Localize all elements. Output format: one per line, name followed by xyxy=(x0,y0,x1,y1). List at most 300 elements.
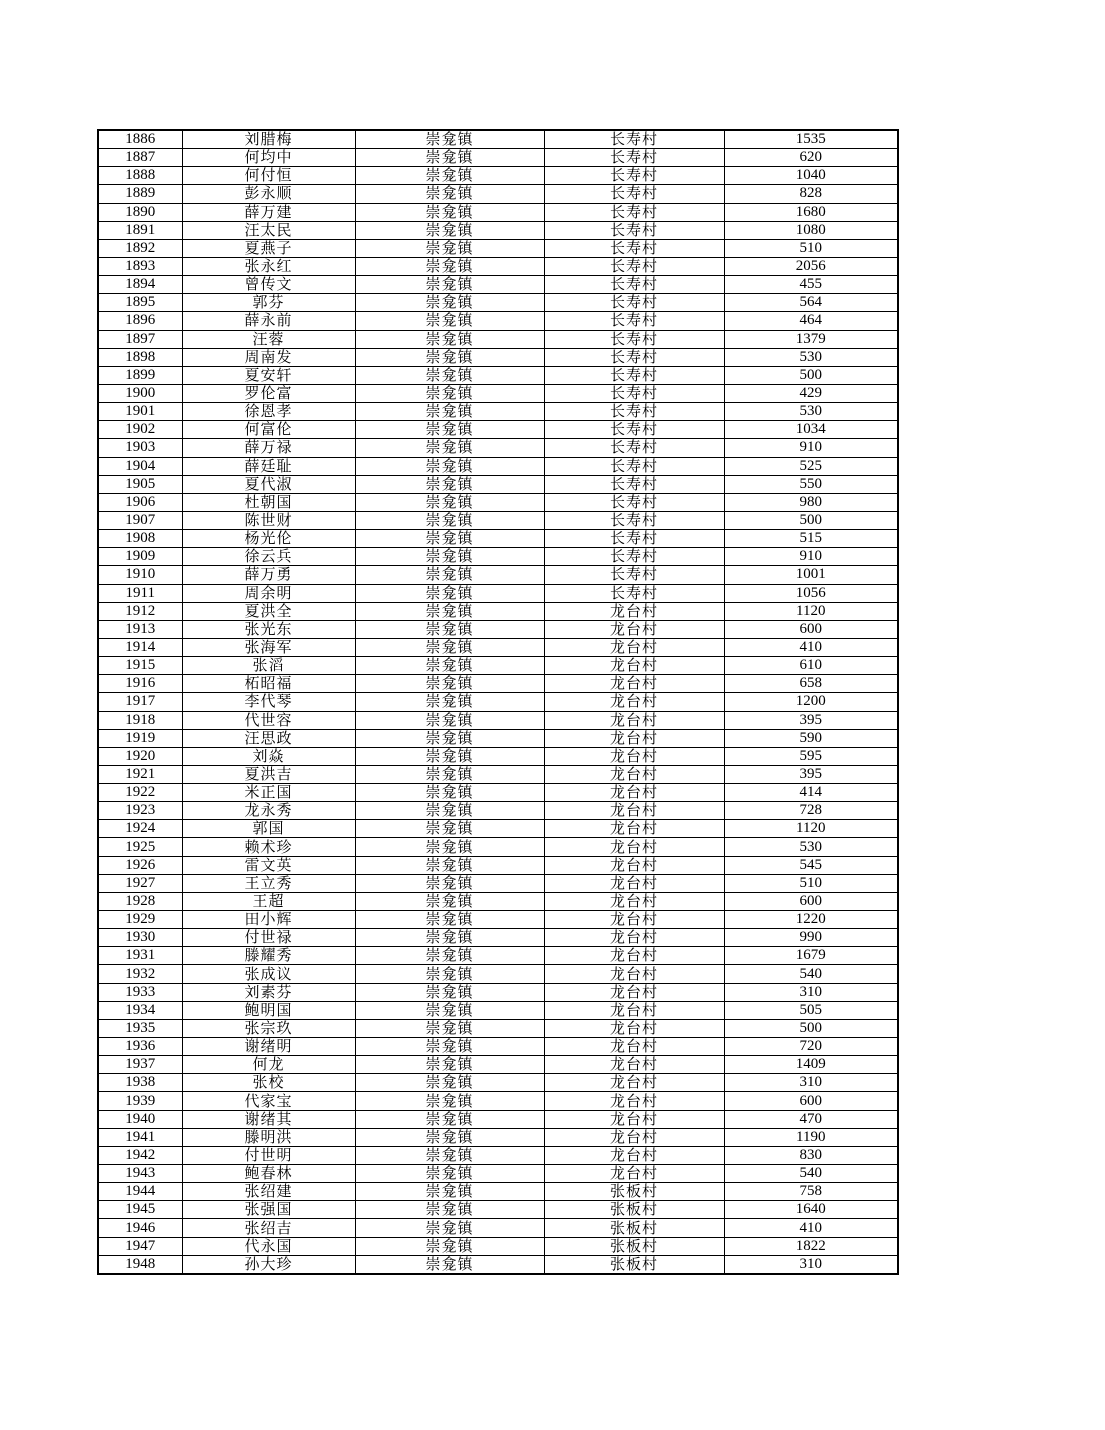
name-cell: 张海军 xyxy=(182,638,355,656)
village-cell: 长寿村 xyxy=(544,239,724,257)
village-cell: 龙台村 xyxy=(544,711,724,729)
village-cell: 龙台村 xyxy=(544,765,724,783)
village-cell: 长寿村 xyxy=(544,421,724,439)
table-row xyxy=(98,421,898,439)
amount-cell: 1200 xyxy=(724,693,898,711)
table-row xyxy=(98,620,898,638)
table-row xyxy=(98,439,898,457)
row-number-cell: 1892 xyxy=(98,239,182,257)
name-cell: 夏洪吉 xyxy=(182,765,355,783)
name-cell: 张校 xyxy=(182,1074,355,1092)
amount-cell: 910 xyxy=(724,439,898,457)
name-cell: 薛万勇 xyxy=(182,566,355,584)
name-cell: 周余明 xyxy=(182,584,355,602)
village-cell: 龙台村 xyxy=(544,1165,724,1183)
table-row xyxy=(98,312,898,330)
village-cell: 张板村 xyxy=(544,1219,724,1237)
amount-cell: 429 xyxy=(724,384,898,402)
table-row xyxy=(98,911,898,929)
name-cell: 代永国 xyxy=(182,1237,355,1255)
amount-cell: 600 xyxy=(724,620,898,638)
table-row xyxy=(98,747,898,765)
town-cell: 崇龛镇 xyxy=(355,693,544,711)
table-body xyxy=(98,130,898,1274)
table-row xyxy=(98,457,898,475)
amount-cell: 1379 xyxy=(724,330,898,348)
row-number-cell: 1905 xyxy=(98,475,182,493)
row-number-cell: 1901 xyxy=(98,403,182,421)
name-cell: 杜朝国 xyxy=(182,493,355,511)
amount-cell: 1190 xyxy=(724,1128,898,1146)
table-row xyxy=(98,838,898,856)
amount-cell: 550 xyxy=(724,475,898,493)
row-number-cell: 1913 xyxy=(98,620,182,638)
village-cell: 龙台村 xyxy=(544,965,724,983)
town-cell: 崇龛镇 xyxy=(355,221,544,239)
town-cell: 崇龛镇 xyxy=(355,892,544,910)
row-number-cell: 1947 xyxy=(98,1237,182,1255)
town-cell: 崇龛镇 xyxy=(355,1092,544,1110)
row-number-cell: 1926 xyxy=(98,856,182,874)
row-number-cell: 1939 xyxy=(98,1092,182,1110)
table-row xyxy=(98,493,898,511)
name-cell: 张成议 xyxy=(182,965,355,983)
name-cell: 汪思政 xyxy=(182,729,355,747)
row-number-cell: 1924 xyxy=(98,820,182,838)
town-cell: 崇龛镇 xyxy=(355,747,544,765)
town-cell: 崇龛镇 xyxy=(355,929,544,947)
village-cell: 长寿村 xyxy=(544,348,724,366)
table-row xyxy=(98,693,898,711)
amount-cell: 540 xyxy=(724,965,898,983)
amount-cell: 758 xyxy=(724,1183,898,1201)
village-cell: 长寿村 xyxy=(544,203,724,221)
village-cell: 龙台村 xyxy=(544,1056,724,1074)
row-number-cell: 1897 xyxy=(98,330,182,348)
amount-cell: 500 xyxy=(724,1019,898,1037)
amount-cell: 1120 xyxy=(724,602,898,620)
town-cell: 崇龛镇 xyxy=(355,675,544,693)
row-number-cell: 1934 xyxy=(98,1001,182,1019)
village-cell: 长寿村 xyxy=(544,511,724,529)
name-cell: 张宗玖 xyxy=(182,1019,355,1037)
village-cell: 长寿村 xyxy=(544,312,724,330)
amount-cell: 395 xyxy=(724,711,898,729)
village-cell: 龙台村 xyxy=(544,820,724,838)
town-cell: 崇龛镇 xyxy=(355,167,544,185)
name-cell: 汪蓉 xyxy=(182,330,355,348)
table-row xyxy=(98,675,898,693)
name-cell: 王超 xyxy=(182,892,355,910)
table-row xyxy=(98,657,898,675)
town-cell: 崇龛镇 xyxy=(355,384,544,402)
town-cell: 崇龛镇 xyxy=(355,403,544,421)
row-number-cell: 1916 xyxy=(98,675,182,693)
amount-cell: 1822 xyxy=(724,1237,898,1255)
row-number-cell: 1914 xyxy=(98,638,182,656)
name-cell: 代家宝 xyxy=(182,1092,355,1110)
table-row xyxy=(98,1183,898,1201)
amount-cell: 510 xyxy=(724,874,898,892)
amount-cell: 470 xyxy=(724,1110,898,1128)
town-cell: 崇龛镇 xyxy=(355,457,544,475)
table-row xyxy=(98,929,898,947)
village-cell: 龙台村 xyxy=(544,747,724,765)
amount-cell: 530 xyxy=(724,348,898,366)
village-cell: 长寿村 xyxy=(544,475,724,493)
name-cell: 张光东 xyxy=(182,620,355,638)
row-number-cell: 1909 xyxy=(98,548,182,566)
village-cell: 龙台村 xyxy=(544,983,724,1001)
town-cell: 崇龛镇 xyxy=(355,366,544,384)
village-cell: 长寿村 xyxy=(544,257,724,275)
village-cell: 长寿村 xyxy=(544,403,724,421)
town-cell: 崇龛镇 xyxy=(355,330,544,348)
table-row xyxy=(98,765,898,783)
village-cell: 龙台村 xyxy=(544,874,724,892)
village-cell: 龙台村 xyxy=(544,638,724,656)
village-cell: 龙台村 xyxy=(544,729,724,747)
village-cell: 张板村 xyxy=(544,1201,724,1219)
town-cell: 崇龛镇 xyxy=(355,257,544,275)
name-cell: 刘腊梅 xyxy=(182,130,355,149)
row-number-cell: 1941 xyxy=(98,1128,182,1146)
amount-cell: 530 xyxy=(724,403,898,421)
town-cell: 崇龛镇 xyxy=(355,1183,544,1201)
village-cell: 长寿村 xyxy=(544,384,724,402)
row-number-cell: 1927 xyxy=(98,874,182,892)
row-number-cell: 1903 xyxy=(98,439,182,457)
row-number-cell: 1925 xyxy=(98,838,182,856)
name-cell: 夏燕子 xyxy=(182,239,355,257)
row-number-cell: 1932 xyxy=(98,965,182,983)
town-cell: 崇龛镇 xyxy=(355,511,544,529)
row-number-cell: 1886 xyxy=(98,130,182,149)
village-cell: 长寿村 xyxy=(544,548,724,566)
table-row xyxy=(98,820,898,838)
town-cell: 崇龛镇 xyxy=(355,421,544,439)
table-row xyxy=(98,802,898,820)
name-cell: 滕耀秀 xyxy=(182,947,355,965)
amount-cell: 395 xyxy=(724,765,898,783)
amount-cell: 600 xyxy=(724,892,898,910)
town-cell: 崇龛镇 xyxy=(355,983,544,1001)
town-cell: 崇龛镇 xyxy=(355,1128,544,1146)
amount-cell: 1056 xyxy=(724,584,898,602)
table-row xyxy=(98,257,898,275)
row-number-cell: 1937 xyxy=(98,1056,182,1074)
amount-cell: 590 xyxy=(724,729,898,747)
town-cell: 崇龛镇 xyxy=(355,312,544,330)
row-number-cell: 1920 xyxy=(98,747,182,765)
village-cell: 长寿村 xyxy=(544,457,724,475)
town-cell: 崇龛镇 xyxy=(355,820,544,838)
town-cell: 崇龛镇 xyxy=(355,1038,544,1056)
village-cell: 龙台村 xyxy=(544,892,724,910)
village-cell: 龙台村 xyxy=(544,784,724,802)
village-cell: 长寿村 xyxy=(544,366,724,384)
table-row xyxy=(98,239,898,257)
town-cell: 崇龛镇 xyxy=(355,493,544,511)
table-row xyxy=(98,1128,898,1146)
village-cell: 龙台村 xyxy=(544,856,724,874)
row-number-cell: 1912 xyxy=(98,602,182,620)
town-cell: 崇龛镇 xyxy=(355,657,544,675)
name-cell: 谢绪其 xyxy=(182,1110,355,1128)
name-cell: 刘素芬 xyxy=(182,983,355,1001)
town-cell: 崇龛镇 xyxy=(355,1001,544,1019)
amount-cell: 1034 xyxy=(724,421,898,439)
amount-cell: 990 xyxy=(724,929,898,947)
town-cell: 崇龛镇 xyxy=(355,439,544,457)
row-number-cell: 1907 xyxy=(98,511,182,529)
row-number-cell: 1921 xyxy=(98,765,182,783)
row-number-cell: 1894 xyxy=(98,276,182,294)
amount-cell: 2056 xyxy=(724,257,898,275)
amount-cell: 310 xyxy=(724,1255,898,1274)
row-number-cell: 1895 xyxy=(98,294,182,312)
amount-cell: 1680 xyxy=(724,203,898,221)
village-cell: 龙台村 xyxy=(544,947,724,965)
village-cell: 龙台村 xyxy=(544,838,724,856)
village-cell: 龙台村 xyxy=(544,1038,724,1056)
village-cell: 龙台村 xyxy=(544,1110,724,1128)
village-cell: 龙台村 xyxy=(544,693,724,711)
town-cell: 崇龛镇 xyxy=(355,475,544,493)
name-cell: 张滔 xyxy=(182,657,355,675)
table-row xyxy=(98,711,898,729)
table-row xyxy=(98,1038,898,1056)
table-row xyxy=(98,874,898,892)
amount-cell: 728 xyxy=(724,802,898,820)
amount-cell: 525 xyxy=(724,457,898,475)
name-cell: 柘昭福 xyxy=(182,675,355,693)
town-cell: 崇龛镇 xyxy=(355,1074,544,1092)
name-cell: 李代琴 xyxy=(182,693,355,711)
row-number-cell: 1944 xyxy=(98,1183,182,1201)
amount-cell: 910 xyxy=(724,548,898,566)
village-cell: 龙台村 xyxy=(544,1128,724,1146)
row-number-cell: 1899 xyxy=(98,366,182,384)
amount-cell: 455 xyxy=(724,276,898,294)
row-number-cell: 1930 xyxy=(98,929,182,947)
row-number-cell: 1933 xyxy=(98,983,182,1001)
table-row xyxy=(98,475,898,493)
town-cell: 崇龛镇 xyxy=(355,838,544,856)
row-number-cell: 1898 xyxy=(98,348,182,366)
name-cell: 夏安轩 xyxy=(182,366,355,384)
table-row xyxy=(98,221,898,239)
name-cell: 田小辉 xyxy=(182,911,355,929)
table-row xyxy=(98,548,898,566)
village-cell: 龙台村 xyxy=(544,1001,724,1019)
amount-cell: 595 xyxy=(724,747,898,765)
name-cell: 代世容 xyxy=(182,711,355,729)
table-row xyxy=(98,403,898,421)
row-number-cell: 1893 xyxy=(98,257,182,275)
name-cell: 付世明 xyxy=(182,1146,355,1164)
row-number-cell: 1923 xyxy=(98,802,182,820)
name-cell: 龙永秀 xyxy=(182,802,355,820)
town-cell: 崇龛镇 xyxy=(355,1219,544,1237)
name-cell: 杨光伦 xyxy=(182,530,355,548)
name-cell: 谢绪明 xyxy=(182,1038,355,1056)
village-cell: 长寿村 xyxy=(544,149,724,167)
row-number-cell: 1928 xyxy=(98,892,182,910)
town-cell: 崇龛镇 xyxy=(355,548,544,566)
row-number-cell: 1887 xyxy=(98,149,182,167)
row-number-cell: 1929 xyxy=(98,911,182,929)
amount-cell: 1409 xyxy=(724,1056,898,1074)
name-cell: 鲍明国 xyxy=(182,1001,355,1019)
town-cell: 崇龛镇 xyxy=(355,584,544,602)
row-number-cell: 1942 xyxy=(98,1146,182,1164)
town-cell: 崇龛镇 xyxy=(355,947,544,965)
name-cell: 夏洪全 xyxy=(182,602,355,620)
name-cell: 何富伦 xyxy=(182,421,355,439)
amount-cell: 540 xyxy=(724,1165,898,1183)
amount-cell: 564 xyxy=(724,294,898,312)
amount-cell: 610 xyxy=(724,657,898,675)
row-number-cell: 1935 xyxy=(98,1019,182,1037)
name-cell: 郭芬 xyxy=(182,294,355,312)
town-cell: 崇龛镇 xyxy=(355,294,544,312)
amount-cell: 1535 xyxy=(724,130,898,149)
name-cell: 张绍吉 xyxy=(182,1219,355,1237)
row-number-cell: 1915 xyxy=(98,657,182,675)
town-cell: 崇龛镇 xyxy=(355,203,544,221)
town-cell: 崇龛镇 xyxy=(355,566,544,584)
town-cell: 崇龛镇 xyxy=(355,965,544,983)
amount-cell: 410 xyxy=(724,638,898,656)
row-number-cell: 1943 xyxy=(98,1165,182,1183)
village-cell: 长寿村 xyxy=(544,276,724,294)
village-cell: 龙台村 xyxy=(544,1092,724,1110)
name-cell: 汪太民 xyxy=(182,221,355,239)
town-cell: 崇龛镇 xyxy=(355,638,544,656)
name-cell: 陈世财 xyxy=(182,511,355,529)
table-row xyxy=(98,892,898,910)
table-row xyxy=(98,530,898,548)
name-cell: 彭永顺 xyxy=(182,185,355,203)
village-cell: 龙台村 xyxy=(544,675,724,693)
table-row xyxy=(98,947,898,965)
row-number-cell: 1889 xyxy=(98,185,182,203)
village-cell: 张板村 xyxy=(544,1237,724,1255)
amount-cell: 310 xyxy=(724,983,898,1001)
name-cell: 徐云兵 xyxy=(182,548,355,566)
name-cell: 张绍建 xyxy=(182,1183,355,1201)
town-cell: 崇龛镇 xyxy=(355,185,544,203)
town-cell: 崇龛镇 xyxy=(355,711,544,729)
town-cell: 崇龛镇 xyxy=(355,602,544,620)
village-cell: 长寿村 xyxy=(544,167,724,185)
amount-cell: 830 xyxy=(724,1146,898,1164)
village-cell: 长寿村 xyxy=(544,130,724,149)
town-cell: 崇龛镇 xyxy=(355,130,544,149)
table-row xyxy=(98,130,898,149)
table-row xyxy=(98,1165,898,1183)
row-number-cell: 1918 xyxy=(98,711,182,729)
name-cell: 薛廷耻 xyxy=(182,457,355,475)
village-cell: 龙台村 xyxy=(544,802,724,820)
row-number-cell: 1890 xyxy=(98,203,182,221)
village-cell: 长寿村 xyxy=(544,185,724,203)
town-cell: 崇龛镇 xyxy=(355,239,544,257)
village-cell: 龙台村 xyxy=(544,620,724,638)
row-number-cell: 1945 xyxy=(98,1201,182,1219)
amount-cell: 310 xyxy=(724,1074,898,1092)
name-cell: 何龙 xyxy=(182,1056,355,1074)
table-row xyxy=(98,1237,898,1255)
village-cell: 龙台村 xyxy=(544,929,724,947)
town-cell: 崇龛镇 xyxy=(355,784,544,802)
amount-cell: 1040 xyxy=(724,167,898,185)
row-number-cell: 1910 xyxy=(98,566,182,584)
village-cell: 龙台村 xyxy=(544,911,724,929)
table-row xyxy=(98,1110,898,1128)
village-cell: 长寿村 xyxy=(544,566,724,584)
table-row xyxy=(98,185,898,203)
village-cell: 长寿村 xyxy=(544,584,724,602)
row-number-cell: 1891 xyxy=(98,221,182,239)
table-row xyxy=(98,638,898,656)
row-number-cell: 1919 xyxy=(98,729,182,747)
table-row xyxy=(98,366,898,384)
amount-cell: 1640 xyxy=(724,1201,898,1219)
table-row xyxy=(98,149,898,167)
name-cell: 薛万禄 xyxy=(182,439,355,457)
name-cell: 赖术珍 xyxy=(182,838,355,856)
amount-cell: 620 xyxy=(724,149,898,167)
data-table xyxy=(97,129,899,1275)
table-row xyxy=(98,602,898,620)
row-number-cell: 1922 xyxy=(98,784,182,802)
town-cell: 崇龛镇 xyxy=(355,729,544,747)
table-row xyxy=(98,566,898,584)
row-number-cell: 1902 xyxy=(98,421,182,439)
town-cell: 崇龛镇 xyxy=(355,348,544,366)
name-cell: 刘焱 xyxy=(182,747,355,765)
table-row xyxy=(98,1201,898,1219)
town-cell: 崇龛镇 xyxy=(355,1237,544,1255)
village-cell: 龙台村 xyxy=(544,1146,724,1164)
table-row xyxy=(98,729,898,747)
amount-cell: 545 xyxy=(724,856,898,874)
amount-cell: 510 xyxy=(724,239,898,257)
amount-cell: 515 xyxy=(724,530,898,548)
village-cell: 长寿村 xyxy=(544,493,724,511)
town-cell: 崇龛镇 xyxy=(355,1110,544,1128)
amount-cell: 1679 xyxy=(724,947,898,965)
amount-cell: 720 xyxy=(724,1038,898,1056)
table-row xyxy=(98,1074,898,1092)
name-cell: 郭国 xyxy=(182,820,355,838)
amount-cell: 410 xyxy=(724,1219,898,1237)
table-row xyxy=(98,1092,898,1110)
amount-cell: 464 xyxy=(724,312,898,330)
row-number-cell: 1936 xyxy=(98,1038,182,1056)
table-row xyxy=(98,1056,898,1074)
town-cell: 崇龛镇 xyxy=(355,276,544,294)
village-cell: 长寿村 xyxy=(544,530,724,548)
village-cell: 张板村 xyxy=(544,1255,724,1274)
name-cell: 付世禄 xyxy=(182,929,355,947)
town-cell: 崇龛镇 xyxy=(355,911,544,929)
table-row xyxy=(98,276,898,294)
table-row xyxy=(98,584,898,602)
table-row xyxy=(98,1019,898,1037)
